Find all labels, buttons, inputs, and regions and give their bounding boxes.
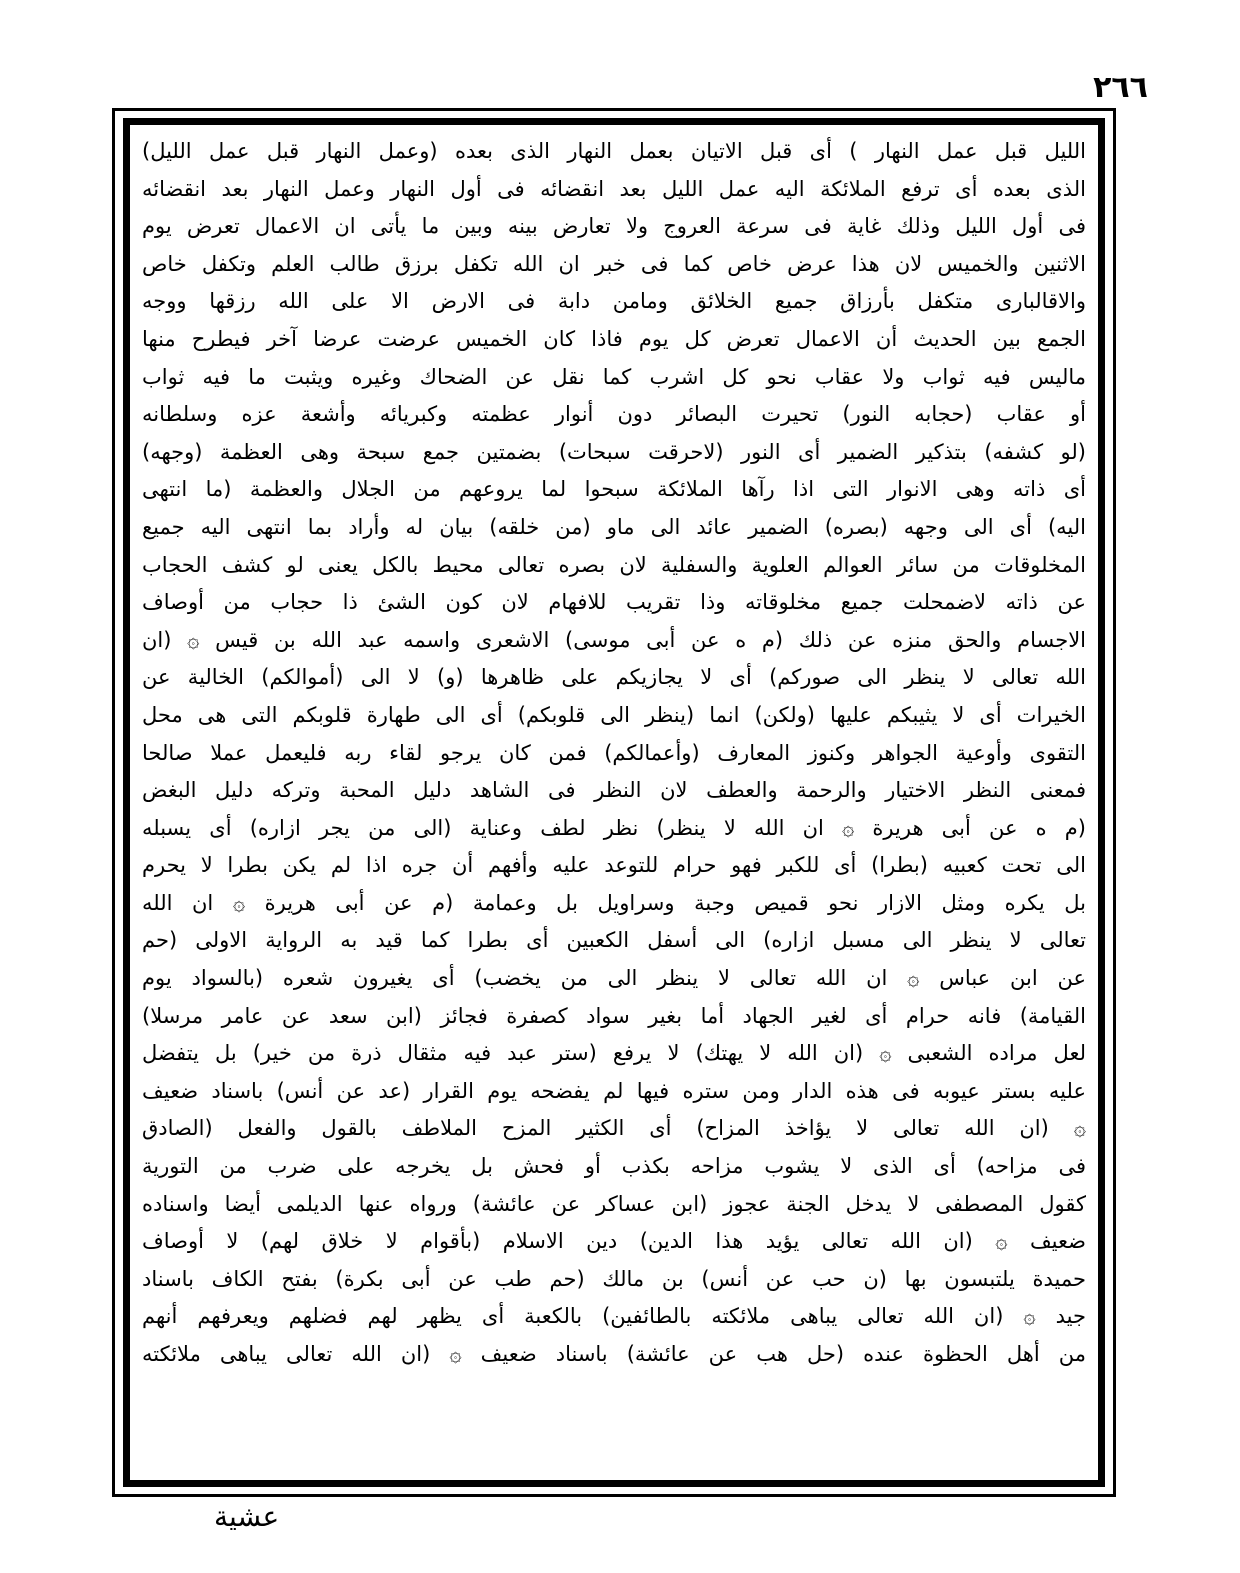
text-line: المخلوقات من سائر العوالم العلوية والسفلية لان بصره تعالى محيط بالكل يعنى لو كشف الحجاب [142,552,1086,577]
text-line: القيامة) فانه حرام أى لغير الجهاد أما بغير سواد كصفرة فجائز (ابن سعد عن عامر مرسلا) [142,1003,1086,1028]
text-line: أى ذاته وهى الانوار التى اذا رآها الملائكة سبحوا لما يروعهم من الجلال والعظمة (ما انتهى [142,477,1086,502]
text-line: الجمع بين الحديث أن الاعمال تعرض كل يوم فاذا كان الخميس عرضت عرضا آخر فيطرح منها [142,326,1086,351]
text-line: لعل مراده الشعبى ۞ (ان الله لا يهتك) لا يرفع (ستر عبد فيه مثقال ذرة من خير) بل يتفضل [142,1041,1086,1066]
text-line: ماليس فيه ثواب ولا عقاب نحو كل اشرب كما نقل عن الضحاك وغيره ويثبت ما فيه ثواب [142,364,1086,389]
text-line: ضعيف ۞ (ان الله تعالى يؤيد هذا الدين) دين الاسلام (بأقوام لا خلاق لهم) لا أوصاف [142,1229,1086,1254]
catchword: عشية [214,1500,280,1533]
text-line: ۞ (ان الله تعالى لا يؤاخذ المزاح) أى الكثير المزح الملاطف بالقول والفعل (الصادق [142,1116,1086,1141]
main-text [142,133,1086,1374]
text-line: جيد ۞ (ان الله تعالى يباهى ملائكته بالطائفين) بالكعبة أى يظهر لهم فضلهم ويعرفهم أنهم [142,1304,1086,1329]
text-line: الخيرات أى لا يثيبكم عليها (ولكن) انما (ينظر الى قلوبكم) أى الى طهارة قلوبكم التى هى محل [142,702,1086,727]
text-line: فى أول الليل وذلك غاية فى سرعة العروج ولا تعارض بينه وبين ما يأتى ان الاعمال تعرض يوم [142,214,1086,239]
text-line: الى تحت كعبيه (بطرا) أى للكبر فهو حرام للتوعد عليه وأفهم أن جره اذا لم يكن بطرا لا يحرم [142,853,1086,878]
text-line: والاقالبارى متكفل بأرزاق جميع الخلائق ومامن دابة فى الارض الا على الله رزقها ووجه [142,289,1086,314]
page-border-inner [123,118,1105,1487]
text-line: عليه بستر عيوبه فى هذه الدار ومن ستره فيها لم يفضحه يوم القرار (عد عن أنس) باسناد ضعيف [142,1078,1086,1103]
text-line: فمعنى النظر الاختيار والرحمة والعطف لان النظر فى الشاهد دليل المحبة وتركه دليل البغض [142,778,1086,803]
text-line: الليل قبل عمل النهار ) أى قبل الاتيان بعمل النهار الذى بعده (وعمل النهار قبل عمل الليل) [142,139,1086,163]
text-line: عن ابن عباس ۞ ان الله تعالى لا ينظر الى من يخضب) أى يغيرون شعره (بالسواد يوم [142,966,1086,991]
text-line: اليه) أى الى وجهه (بصره) الضمير عائد الى ماو (من خلقه) بيان له وأراد بما انتهى اليه جميع [142,514,1086,539]
text-line: أو عقاب (حجابه النور) تحيرت البصائر دون أنوار عظمته وكبريائه وأشعة عزه وسلطانه [142,402,1086,427]
text-line: تعالى لا ينظر الى مسبل ازاره) الى أسفل الكعبين أى بطرا كما قيد به الرواية الاولى (حم [142,928,1086,953]
text-line: بل يكره ومثل الازار نحو قميص وجبة وسراويل بل وعمامة (م عن أبى هريرة ۞ ان الله [142,890,1086,915]
page-number: ٢٦٦ [1093,70,1148,105]
text-line: (لو كشفه) بتذكير الضمير أى النور (لاحرقت سبحات) بضمتين جمع سبحة وهى العظمة (وجهه) [142,439,1086,464]
text-line: التقوى وأوعية الجواهر وكنوز المعارف (وأعمالكم) فمن كان يرجو لقاء ربه فليعمل عملا صالحا [142,740,1086,765]
text-line: كقول المصطفى لا يدخل الجنة عجوز (ابن عساكر عن عائشة) ورواه عنها الديلمى أيضا واسناده [142,1191,1086,1216]
text-line: الذى بعده أى ترفع الملائكة اليه عمل الليل بعد انقضائه فى أول النهار وعمل النهار بعد انقضائه [142,176,1086,201]
text-line: (م ه عن أبى هريرة ۞ ان الله لا ينظر) نظر لطف وعناية (الى من يجر ازاره) أى يسبله [142,815,1086,840]
text-line: فى مزاحه) أى الذى لا يشوب مزاحه بكذب أو فحش بل يخرجه على ضرب من التورية [142,1154,1086,1179]
text-line: الاجسام والحق منزه عن ذلك (م ه عن أبى موسى) الاشعرى واسمه عبد الله بن قيس ۞ (ان [142,627,1086,652]
text-line: من أهل الحظوة عنده (حل هب عن عائشة) باسناد ضعيف ۞ (ان الله تعالى يباهى ملائكته [142,1342,1086,1366]
text-line: الاثنين والخميس لان هذا عرض خاص كما فى خبر ان الله تكفل برزق طالب العلم وتكفل خاص [142,251,1086,276]
text-line: الله تعالى لا ينظر الى صوركم) أى لا يجازيكم على ظاهرها (و) لا الى (أموالكم) الخالية عن [142,665,1086,690]
text-line: عن ذاته لاضمحلت جميع مخلوقاته وذا تقريب للافهام لان كون الشئ ذا حجاب من أوصاف [142,590,1086,615]
text-line: حميدة يلتبسون بها (ن حب عن أنس) بن مالك (حم طب عن أبى بكرة) بفتح الكاف باسناد [142,1266,1086,1291]
